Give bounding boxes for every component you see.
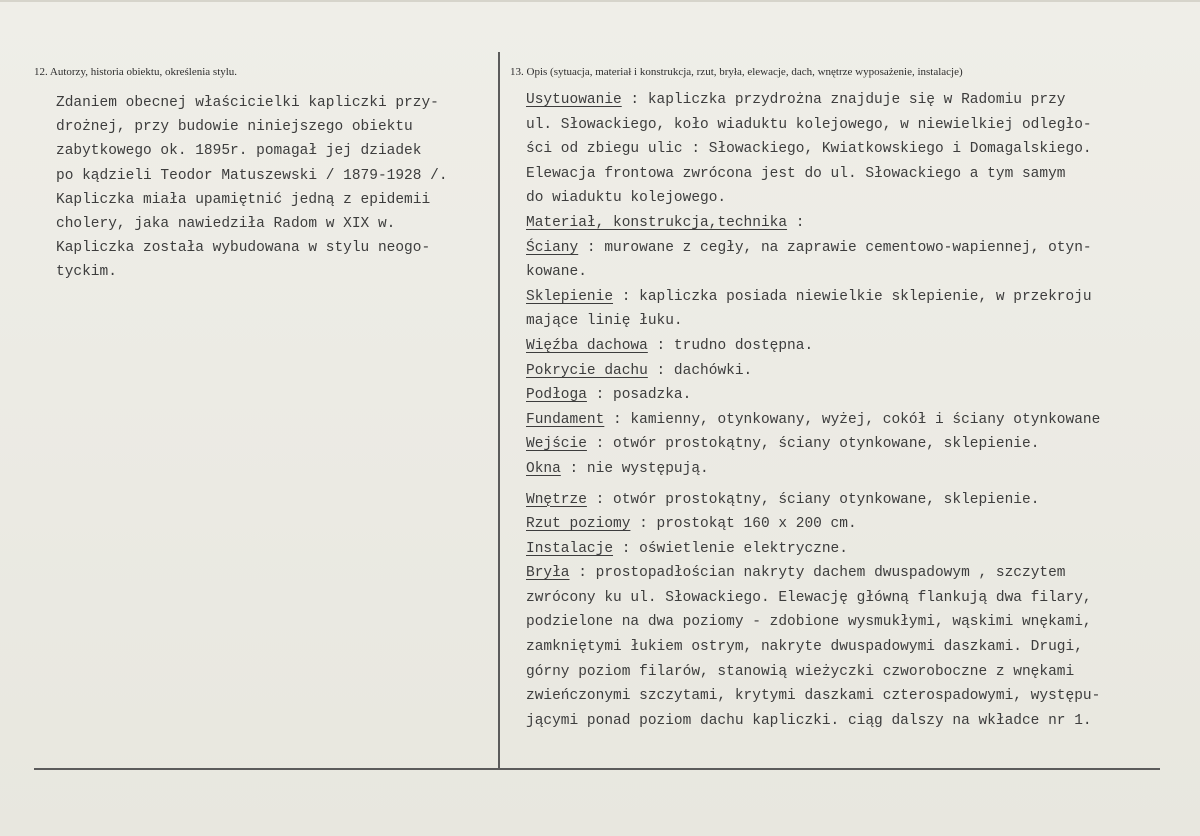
field-label-wejscie: Wejście bbox=[526, 436, 587, 453]
text-line bbox=[526, 561, 1100, 586]
text-line: zwrócony ku ul. Słowackiego. Elewację główną flankują dwa filary, bbox=[526, 589, 1092, 606]
text-line: podzielone na dwa poziomy - zdobione wysmukłymi, wąskimi wnękami, bbox=[526, 614, 1092, 631]
text-line: ści od zbiegu ulic : Słowackiego, Kwiatkowskiego i Domagalskiego. bbox=[526, 141, 1092, 158]
card-top-edge bbox=[0, 0, 1200, 2]
field-label-instalacje: Instalacje bbox=[526, 540, 614, 557]
field-label-sciany: Ściany bbox=[526, 239, 579, 256]
field-label-fundament: Fundament bbox=[526, 411, 605, 428]
text-line bbox=[526, 512, 1100, 537]
field-label-bryla: Bryła bbox=[526, 565, 570, 582]
bottom-rule bbox=[34, 768, 1160, 770]
text-line: kowane. bbox=[526, 264, 587, 281]
field-value: : murowane z cegły, na zaprawie cementowo-wapiennej, otyn- bbox=[578, 239, 1092, 256]
section-13-text bbox=[526, 88, 1100, 733]
text-line: zamkniętymi łukiem ostrym, nakryte dwuspadowymi daszkami. Drugi, bbox=[526, 639, 1083, 656]
text-line: zwieńczonymi szczytami, krytymi daszkami czterospadowymi, występu- bbox=[526, 688, 1101, 705]
text-line: Zdaniem obecnej właścicielki kapliczki przy- bbox=[56, 95, 439, 111]
field-label-sklepienie: Sklepienie bbox=[526, 288, 614, 305]
field-value: : prostopadłościan nakryty dachem dwuspadowym , szczytem bbox=[569, 565, 1066, 582]
field-label-wiezba: Więźba dachowa bbox=[526, 337, 648, 354]
field-label-rzut: Rzut poziomy bbox=[526, 516, 631, 533]
text-line bbox=[526, 285, 1100, 310]
text-line: po kądzieli Teodor Matuszewski / 1879-1928 /. bbox=[56, 167, 448, 184]
text-line: ul. Słowackiego, koło wiaduktu kolejowego, w niewielkiej odległo- bbox=[526, 116, 1092, 133]
field-value: : bbox=[787, 214, 805, 231]
column-divider bbox=[498, 52, 500, 770]
field-value: : otwór prostokątny, ściany otynkowane, sklepienie. bbox=[586, 436, 1040, 453]
field-label-usytuowanie: Usytuowanie bbox=[526, 92, 622, 108]
field-value: : posadzka. bbox=[586, 387, 692, 404]
text-line: tyckim. bbox=[56, 264, 117, 281]
field-value: : prostokąt 160 x 200 cm. bbox=[630, 516, 857, 533]
field-label-okna: Okna bbox=[526, 460, 561, 477]
text-line: Kapliczka została wybudowana w stylu neogo- bbox=[56, 240, 431, 257]
text-line bbox=[526, 488, 1100, 513]
field-value: : otwór prostokątny, ściany otynkowane, sklepienie. bbox=[586, 491, 1040, 508]
text-line: Elewacja frontowa zwrócona jest do ul. Słowackiego a tym samym bbox=[526, 165, 1066, 182]
text-line: Kapliczka miała upamiętnić jedną z epidemii bbox=[56, 191, 431, 208]
field-label-material: Materiał, konstrukcja,technika bbox=[526, 214, 788, 231]
field-value: : kapliczka posiada niewielkie sklepienie, w przekroju bbox=[613, 288, 1092, 305]
field-value: : nie występują. bbox=[560, 460, 709, 477]
text-line bbox=[526, 334, 1100, 359]
field-label-podloga: Podłoga bbox=[526, 387, 587, 404]
text-line bbox=[526, 457, 1100, 482]
text-line bbox=[526, 88, 1100, 113]
field-value: : trudno dostępna. bbox=[647, 337, 814, 354]
text-line bbox=[526, 432, 1100, 457]
text-line: jącymi ponad poziom dachu kapliczki. ciąg dalszy na wkładce nr 1. bbox=[526, 712, 1092, 729]
section-12-heading: 12. Autorzy, historia obiektu, określenia stylu. bbox=[34, 66, 238, 78]
text-line bbox=[526, 408, 1100, 433]
field-label-wnetrze: Wnętrze bbox=[526, 491, 587, 508]
text-line: górny poziom filarów, stanowią wieżyczki czworoboczne z wnękami bbox=[526, 663, 1075, 680]
text-line bbox=[526, 359, 1100, 384]
field-label-pokrycie: Pokrycie dachu bbox=[526, 362, 648, 379]
section-13-heading: 13. Opis (sytuacja, materiał i konstrukcja, rzut, bryła, elewacje, dach, wnętrze wyposażenie, instalacje) bbox=[510, 66, 963, 78]
text-line: zabytkowego ok. 1895r. pomagał jej dziadek bbox=[56, 143, 422, 160]
text-line bbox=[526, 211, 1100, 236]
field-value: : oświetlenie elektryczne. bbox=[613, 540, 848, 557]
text-line: cholery, jaka nawiedziła Radom w XIX w. bbox=[56, 215, 396, 232]
text-line: mające linię łuku. bbox=[526, 313, 683, 330]
text-line bbox=[526, 537, 1100, 562]
text-line: do wiaduktu kolejowego. bbox=[526, 190, 727, 207]
field-value: : kapliczka przydrożna znajduje się w Radomiu przy bbox=[621, 92, 1066, 108]
text-line bbox=[526, 236, 1100, 261]
field-value: : kamienny, otynkowany, wyżej, cokół i ściany otynkowane bbox=[604, 411, 1101, 428]
text-line bbox=[526, 383, 1100, 408]
field-value: : dachówki. bbox=[647, 362, 753, 379]
text-line: drożnej, przy budowie niniejszego obiektu bbox=[56, 119, 413, 136]
section-12-text bbox=[56, 91, 448, 285]
